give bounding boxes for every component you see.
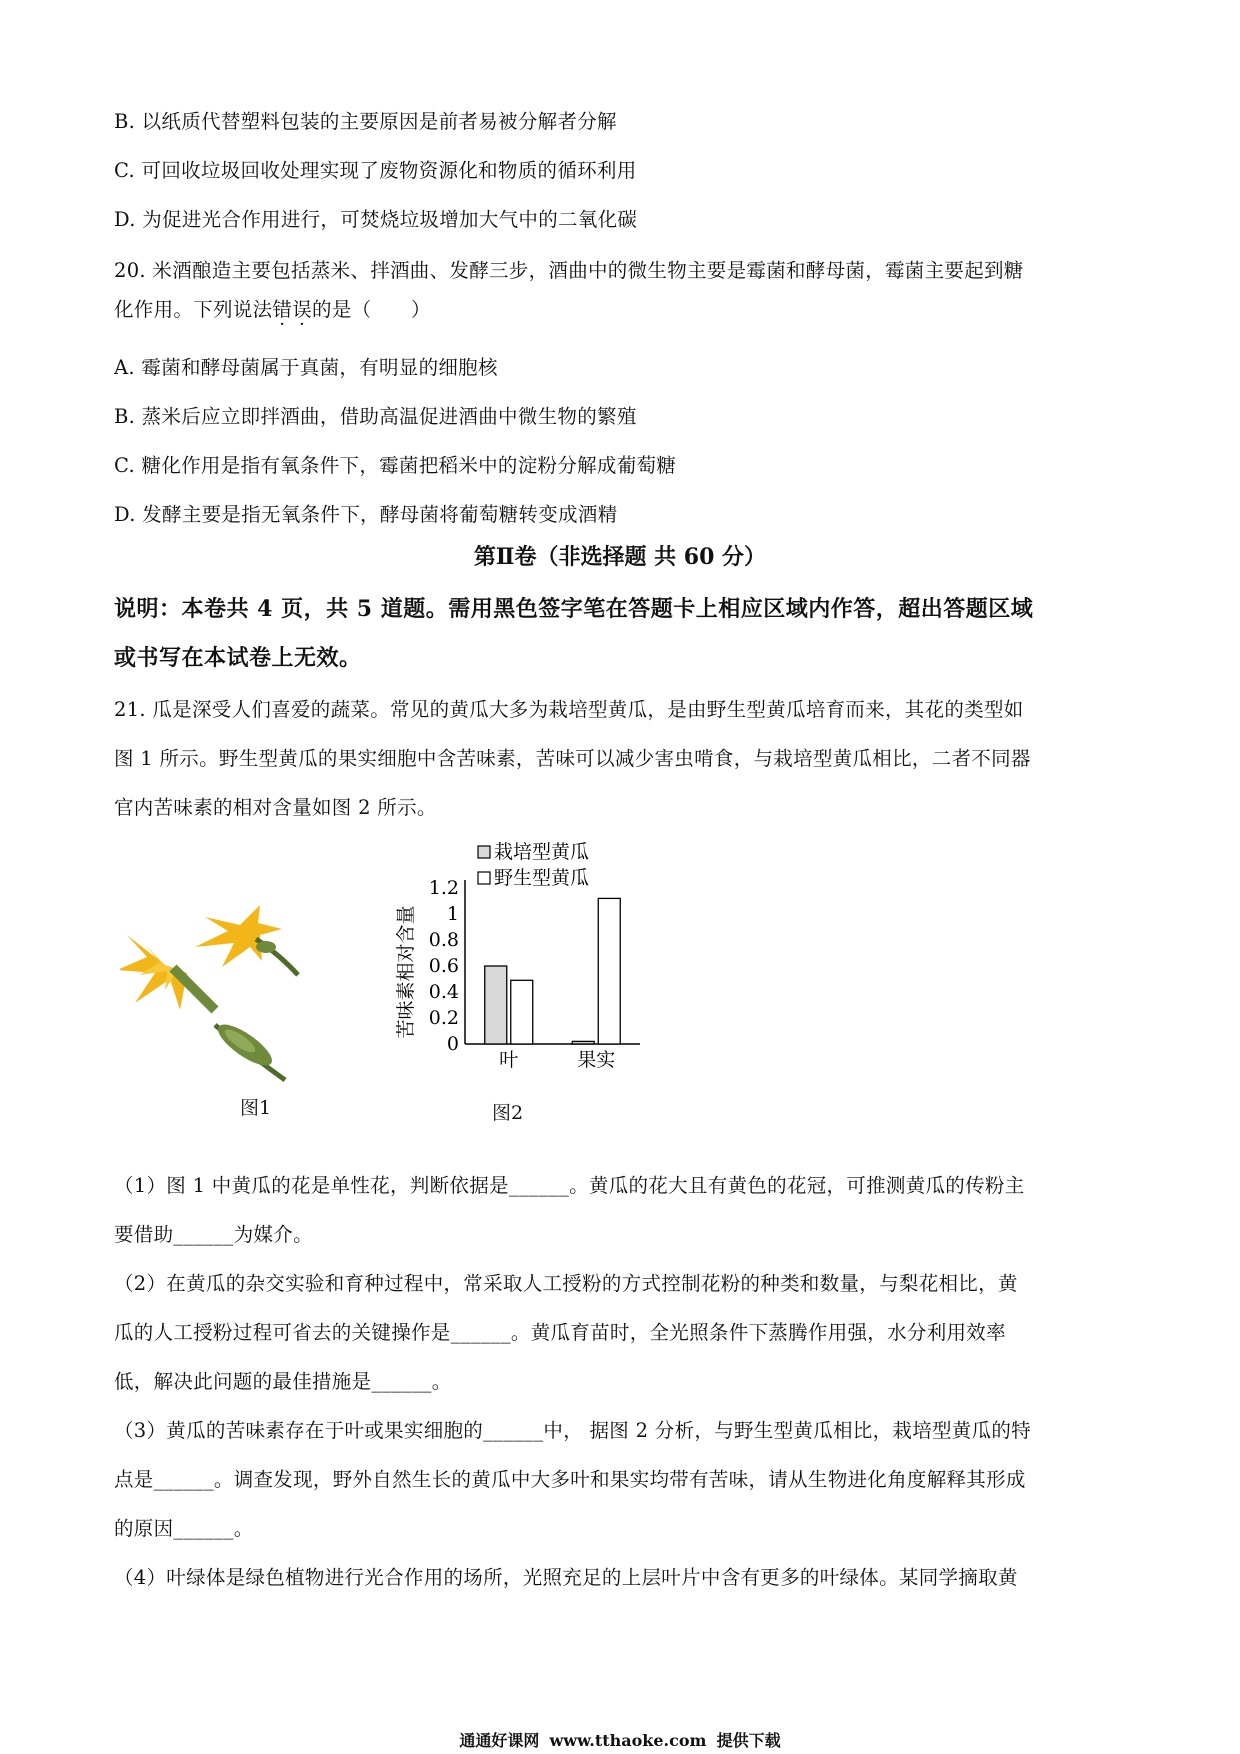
emphasis-char: 误 xyxy=(292,298,313,321)
emphasis-char: 错 xyxy=(272,298,293,321)
q21-part3-line3: 的原因______。 xyxy=(114,1517,254,1540)
bar-wild xyxy=(511,980,533,1044)
legend-label-cultivated: 栽培型黄瓜 xyxy=(494,842,590,863)
footer-url: www.tthaoke.com xyxy=(549,1731,707,1750)
y-tick-label: 0 xyxy=(446,1033,459,1055)
q21-part2-line3: 低，解决此问题的最佳措施是______。 xyxy=(114,1370,452,1393)
q21-part2-line2: 瓜的人工授粉过程可省去的关键操作是______。黄瓜育苗时，全光照条件下蒸腾作用强，水分利用效率 xyxy=(114,1321,1006,1344)
q20-option-d: D. 发酵主要是指无氧条件下，酵母菌将葡萄糖转变成酒精 xyxy=(114,503,618,526)
q19-option-d: D. 为促进光合作用进行，可焚烧垃圾增加大气中的二氧化碳 xyxy=(114,208,638,231)
y-axis-label: 苦味素相对含量 xyxy=(395,905,417,1039)
legend-swatch-cultivated xyxy=(478,846,490,858)
q19-option-c: C. 可回收垃圾回收处理实现了废物资源化和物质的循环利用 xyxy=(114,159,637,182)
q20-stem-line1: 20. 米酒酿造主要包括蒸米、拌酒曲、发酵三步，酒曲中的微生物主要是霉菌和酵母菌，霉菌主要起到糖 xyxy=(114,259,1024,282)
q21-part2-line1: （2）在黄瓜的杂交实验和育种过程中，常采取人工授粉的方式控制花粉的种类和数量，与梨花相比，黄 xyxy=(114,1272,1018,1295)
y-tick-label: 0.2 xyxy=(428,1007,459,1029)
q21-part3-line1: （3）黄瓜的苦味素存在于叶或果实细胞的______中， 据图 2 分析，与野生型黄瓜相比，栽培型黄瓜的特 xyxy=(114,1419,1032,1442)
bar-wild xyxy=(598,898,620,1044)
q21-stem-line1: 21. 瓜是深受人们喜爱的蔬菜。常见的黄瓜大多为栽培型黄瓜，是由野生型黄瓜培育而来，其花的类型如 xyxy=(114,698,1024,721)
q21-part4-line1: （4）叶绿体是绿色植物进行光合作用的场所，光照充足的上层叶片中含有更多的叶绿体。某同学摘取黄 xyxy=(114,1566,1018,1589)
y-tick-label: 0.8 xyxy=(428,929,459,951)
y-tick-label: 1.2 xyxy=(428,877,459,899)
q21-part1-line1: （1）图 1 中黄瓜的花是单性花，判断依据是______。黄瓜的花大且有黄色的花冠，可推测黄瓜的传粉主 xyxy=(114,1174,1025,1197)
q20-stem-part2: 的是（ ） xyxy=(312,298,431,321)
footer-suffix: 提供下载 xyxy=(716,1731,781,1750)
q20-option-c: C. 糖化作用是指有氧条件下，霉菌把稻米中的淀粉分解成葡萄糖 xyxy=(114,454,677,477)
q21-part3-line2: 点是______。调查发现，野外自然生长的黄瓜中大多叶和果实均带有苦味，请从生物进化角度解释其形成 xyxy=(114,1468,1026,1491)
q19-option-b: B. 以纸质代替塑料包装的主要原因是前者易被分解者分解 xyxy=(114,110,617,133)
x-tick-label: 叶 xyxy=(499,1049,519,1071)
chart-legend xyxy=(478,842,589,889)
x-tick-label: 果实 xyxy=(577,1049,616,1071)
section-title: 第Ⅱ卷（非选择题 共 60 分） xyxy=(473,544,767,570)
q20-option-b: B. 蒸米后应立即拌酒曲，借助高温促进酒曲中微生物的繁殖 xyxy=(114,405,637,428)
section-note-line1: 说明：本卷共 4 页，共 5 道题。需用黑色签字笔在答题卡上相应区域内作答，超出答题区域 xyxy=(114,596,1034,622)
legend-swatch-wild xyxy=(478,872,490,884)
q21-stem-line3: 官内苦味素的相对含量如图 2 所示。 xyxy=(114,796,437,819)
cucumber-flower-image xyxy=(120,905,320,1085)
q20-stem-part1: 化作用。下列说法 xyxy=(114,298,273,321)
page-footer xyxy=(0,1728,1240,1751)
q20-stem-line2 xyxy=(114,294,431,322)
y-tick-label: 0.6 xyxy=(428,955,459,977)
section-note-line2: 或书写在本试卷上无效。 xyxy=(114,645,362,671)
figure2-caption: 图2 xyxy=(492,1102,524,1124)
chart-plot-area xyxy=(429,877,640,1071)
figure1-caption: 图1 xyxy=(240,1097,272,1119)
footer-site-name: 通通好课网 xyxy=(459,1731,540,1750)
legend-label-wild: 野生型黄瓜 xyxy=(494,867,590,889)
y-tick-label: 0.4 xyxy=(428,981,459,1003)
y-tick-label: 1 xyxy=(446,903,459,925)
bar-cultivated xyxy=(572,1041,594,1044)
bitterness-bar-chart xyxy=(390,842,650,1072)
bar-cultivated xyxy=(485,966,507,1044)
q20-option-a: A. 霉菌和酵母菌属于真菌，有明显的细胞核 xyxy=(114,356,498,379)
q21-stem-line2: 图 1 所示。野生型黄瓜的果实细胞中含苦味素，苦味可以减少害虫啃食，与栽培型黄瓜相比，二者不同器 xyxy=(114,747,1031,770)
q21-part1-line2: 要借助______为媒介。 xyxy=(114,1223,313,1246)
